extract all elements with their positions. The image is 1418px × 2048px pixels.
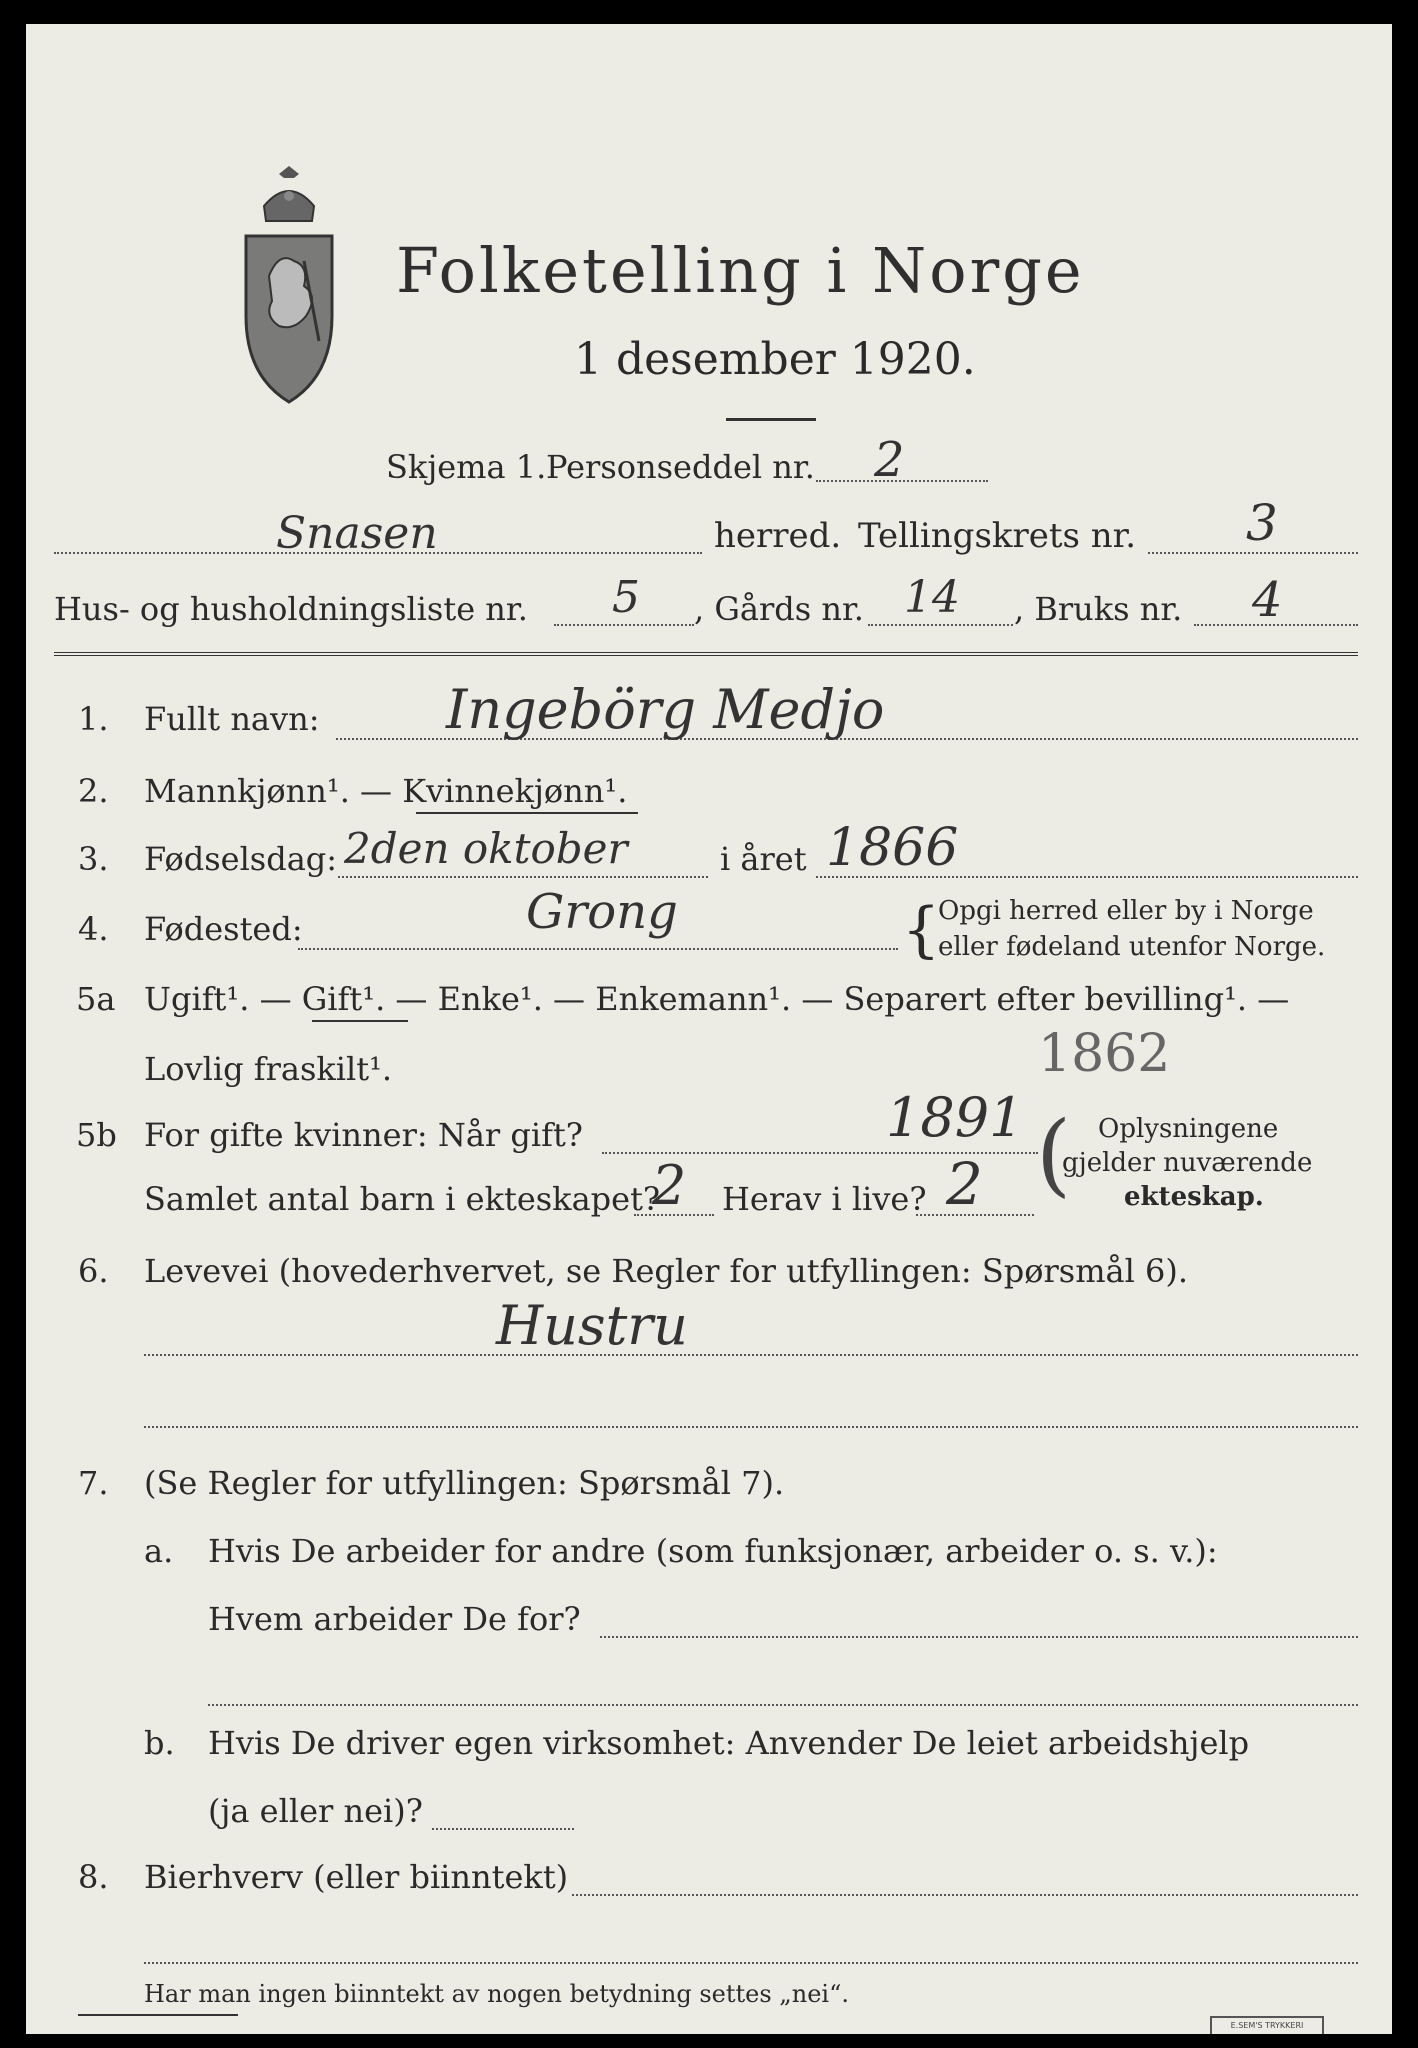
q5b-children-value[interactable]: 2 bbox=[652, 1154, 687, 1217]
q8-label: Bierhverv (eller biinntekt) bbox=[144, 1858, 569, 1896]
form-title: Folketelling i Norge bbox=[396, 234, 1085, 307]
q3-year-label: i året bbox=[720, 840, 807, 878]
hus-value[interactable]: 5 bbox=[612, 572, 640, 623]
q7b-line-2: (ja eller nei)? bbox=[208, 1792, 423, 1830]
herred-value[interactable]: Snasen bbox=[276, 508, 438, 559]
q2-number: 2. bbox=[78, 772, 109, 810]
q5b-number: 5b bbox=[76, 1116, 117, 1154]
q6-label: Levevei (hovederhvervet, se Regler for utfyllingen: Spørsmål 6). bbox=[144, 1252, 1189, 1290]
q5b-children-label: Samlet antal barn i ekteskapet? bbox=[144, 1180, 661, 1218]
q8-number: 8. bbox=[78, 1858, 109, 1896]
q2-label: Mannkjønn¹. — Kvinnekjønn¹. bbox=[144, 772, 628, 810]
q4-note-1: Opgi herred eller by i Norge bbox=[938, 896, 1314, 926]
q5a-line-1: Ugift¹. — Gift¹. — Enke¹. — Enkemann¹. — Separert efter bevilling¹. — bbox=[144, 980, 1290, 1018]
q5b-label: For gifte kvinner: Når gift? bbox=[144, 1116, 583, 1154]
personseddel-label: Personseddel nr. bbox=[546, 448, 815, 486]
census-date: 1 desember 1920. bbox=[574, 334, 976, 385]
gards-label: , Gårds nr. bbox=[694, 590, 864, 628]
herred-label: herred. bbox=[714, 516, 842, 556]
hus-label: Hus- og husholdningsliste nr. bbox=[54, 590, 528, 628]
tellingskrets-value[interactable]: 3 bbox=[1246, 494, 1278, 552]
q3-number: 3. bbox=[78, 840, 109, 878]
hus-line bbox=[554, 624, 694, 626]
q5b-note-2: gjelder nuværende bbox=[1062, 1148, 1313, 1178]
q5a-margin-note[interactable]: 1862 bbox=[1038, 1024, 1171, 1084]
skjema-label: Skjema 1. bbox=[386, 448, 547, 486]
printer-stamp: E.SEM'S TRYKKERI bbox=[1210, 2016, 1324, 2034]
q5b-alive-label: Herav i live? bbox=[722, 1180, 927, 1218]
q6-value[interactable]: Hustru bbox=[496, 1294, 688, 1357]
norwegian-coat-of-arms-icon bbox=[234, 166, 344, 406]
q3-year-value[interactable]: 1866 bbox=[826, 818, 959, 878]
q5b-value[interactable]: 1891 bbox=[886, 1086, 1024, 1149]
q4-note-2: eller fødeland utenfor Norge. bbox=[938, 932, 1326, 962]
title-divider bbox=[726, 418, 816, 421]
q4-number: 4. bbox=[78, 910, 109, 948]
q1-number: 1. bbox=[78, 700, 109, 738]
q6-line-2 bbox=[144, 1426, 1358, 1428]
q7b-line-1: Hvis De driver egen virksomhet: Anvender De leiet arbeidshjelp bbox=[208, 1724, 1250, 1762]
q7b-line bbox=[432, 1828, 574, 1830]
q3-line bbox=[338, 876, 708, 878]
q6-line-1 bbox=[144, 1354, 1358, 1356]
personseddel-value[interactable]: 2 bbox=[874, 432, 905, 488]
q7a-line-2: Hvem arbeider De for? bbox=[208, 1600, 581, 1638]
q8-line bbox=[572, 1894, 1358, 1896]
q7-label: (Se Regler for utfyllingen: Spørsmål 7). bbox=[144, 1464, 785, 1502]
tellingskrets-label: Tellingskrets nr. bbox=[858, 516, 1137, 556]
q3-value[interactable]: 2den oktober bbox=[344, 824, 628, 873]
q3-label: Fødselsdag: bbox=[144, 840, 338, 878]
footer-note: Har man ingen biinntekt av nogen betydning settes „nei“. bbox=[144, 1980, 849, 2008]
q8-line-extra bbox=[144, 1962, 1358, 1964]
section-divider bbox=[54, 652, 1358, 656]
q7a-line-1: Hvis De arbeider for andre (som funksjonær, arbeider o. s. v.): bbox=[208, 1532, 1218, 1570]
bruks-label: , Bruks nr. bbox=[1014, 590, 1183, 628]
bruks-value[interactable]: 4 bbox=[1252, 572, 1283, 628]
q6-number: 6. bbox=[78, 1252, 109, 1290]
q4-value[interactable]: Grong bbox=[526, 884, 678, 940]
q4-label: Fødested: bbox=[144, 910, 303, 948]
q4-brace: { bbox=[902, 895, 941, 965]
footnote-rule bbox=[78, 2014, 238, 2016]
q5b-note-3: ekteskap. bbox=[1124, 1182, 1264, 1212]
q5a-number: 5a bbox=[76, 980, 116, 1018]
census-form-page bbox=[26, 24, 1392, 2034]
q1-value[interactable]: Ingebörg Medjo bbox=[446, 678, 885, 741]
q4-line bbox=[298, 948, 898, 950]
gift-underline bbox=[312, 1020, 408, 1022]
q5b-alive-value[interactable]: 2 bbox=[946, 1150, 983, 1218]
q7a-letter: a. bbox=[144, 1532, 174, 1570]
q7a-line bbox=[600, 1636, 1358, 1638]
gards-value[interactable]: 14 bbox=[904, 572, 960, 623]
q1-label: Fullt navn: bbox=[144, 700, 320, 738]
q7a-line-extra bbox=[208, 1704, 1358, 1706]
q5b-note-1: Oplysningene bbox=[1098, 1114, 1279, 1144]
tellingskrets-line bbox=[1148, 552, 1358, 554]
kvinnekjonn-underline bbox=[416, 812, 638, 814]
q7b-letter: b. bbox=[144, 1724, 175, 1762]
gards-line bbox=[868, 624, 1013, 626]
q5b-brace: ( bbox=[1036, 1102, 1072, 1207]
q5a-line-2: Lovlig fraskilt¹. bbox=[144, 1050, 393, 1088]
q7-number: 7. bbox=[78, 1464, 109, 1502]
